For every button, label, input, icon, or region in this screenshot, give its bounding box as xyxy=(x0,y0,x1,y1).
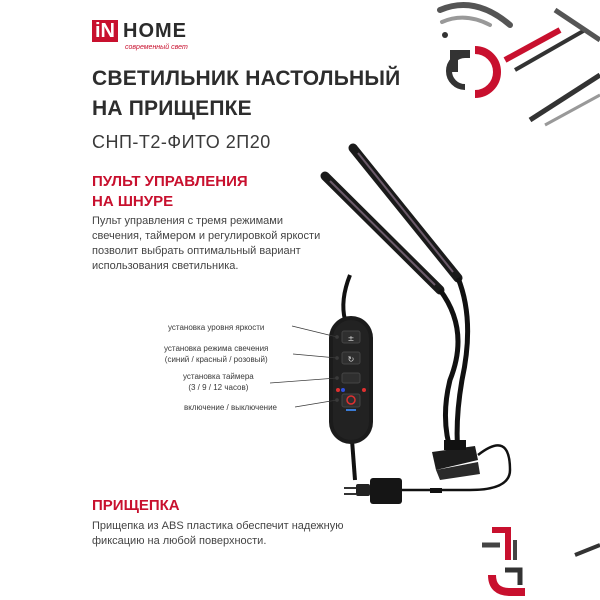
callout-brightness: установка уровня яркости xyxy=(168,323,265,332)
title-line-2: НА ПРИЩЕПКЕ xyxy=(92,97,252,120)
callout-lines xyxy=(270,326,339,407)
remote-heading xyxy=(92,172,322,212)
goosenecks xyxy=(440,278,468,455)
callout-timer-line-2: (3 / 9 / 12 часов) xyxy=(188,383,249,392)
clip-heading: ПРИЩЕПКА xyxy=(92,497,180,514)
remote-heading-line-2: НА ШНУРЕ xyxy=(92,193,174,210)
logo-in: iN xyxy=(92,20,118,42)
remote-description: Пульт управления с тремя режимами свечения, таймером и регулировкой яркости позволит выбрать оптимальный вариант использования светильника. xyxy=(92,215,321,272)
clip xyxy=(432,440,480,480)
lamp-heads xyxy=(325,148,458,290)
callout-mode xyxy=(164,343,268,365)
logo-home: HOME xyxy=(123,20,187,42)
page-title xyxy=(92,64,472,124)
remote-control xyxy=(329,316,373,444)
callout-power: включение / выключение xyxy=(184,403,277,412)
clip-description: Прищепка из ABS пластика обеспечит надежную фиксацию на любой поверхности. xyxy=(92,520,344,547)
model-number: СНП-Т2-ФИТО 2П20 xyxy=(92,132,271,152)
title-line-1: СВЕТИЛЬНИК НАСТОЛЬНЫЙ xyxy=(92,67,401,90)
logo-tagline: современный свет xyxy=(125,44,188,51)
callout-timer-line-1: установка таймера xyxy=(183,372,254,381)
decor-bottom-right xyxy=(482,530,600,592)
svg-text:±: ± xyxy=(347,334,355,343)
callout-timer xyxy=(183,371,254,393)
svg-text:↻: ↻ xyxy=(347,355,355,364)
callout-mode-line-2: (синий / красный / розовый) xyxy=(164,355,268,364)
callout-mode-line-1: установка режима свечения xyxy=(164,344,269,353)
remote-heading-line-1: ПУЛЬТ УПРАВЛЕНИЯ xyxy=(92,173,248,190)
